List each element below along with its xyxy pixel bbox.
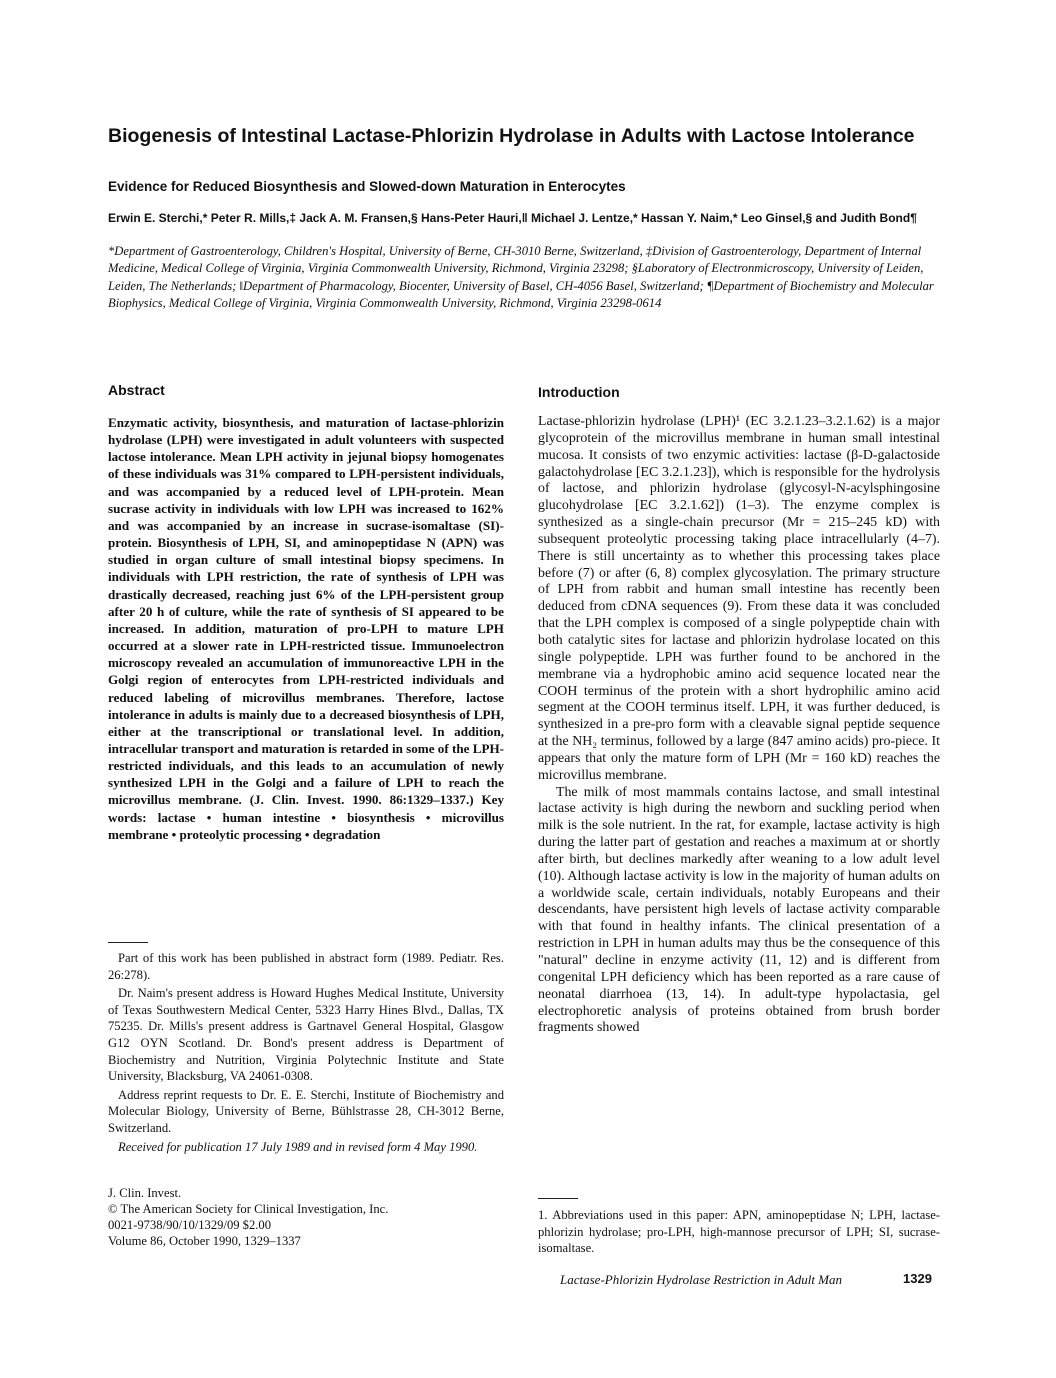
author-affiliations: *Department of Gastroenterology, Children's Hospital, University of Berne, CH-3010 Berne, Switzerland, ‡Division of Gastroenterology, Department of Internal Medicine, Medical College of Virginia, Virginia Commonwealth University, Richmond, Virginia 23298; §Laboratory of Electronmicroscopy, University of Leiden, Leiden, The Netherlands; ‖Department of Pharmacology, Biocenter, University of Basel, CH-4056 Basel, Switzerland; ¶Department of Biochemistry and Molecular Biophysics, Medical College of Virginia, Virginia Commonwealth University, Richmond, Virginia 23298-0614 bbox=[108, 244, 934, 310]
page-number: 1329 bbox=[903, 1271, 932, 1286]
note-present-addresses: Dr. Naim's present address is Howard Hughes Medical Institute, University of Texas Southwestern Medical Center, 5323 Harry Hines Blvd., Dallas, TX 75235. Dr. Mills's present address is Gartnavel General Hospital, Glasgow G12 OYN Scotland. Dr. Bond's present address is Department of Biochemistry and Nutrition, Virginia Polytechnic Institute and State University, Blacksburg, VA 24061-0308. bbox=[108, 986, 504, 1084]
journal-info bbox=[108, 1185, 504, 1249]
introduction-paragraph: Lactase-phlorizin hydrolase (LPH)¹ (EC 3.2.1.23–3.2.1.62) is a major glycoprotein of the microvillus membrane in human small intestinal mucosa. It consists of two enzymic activities: lactase (β-D-galactoside galactohydrolase [EC 3.2.1.23]), which is responsible for the hydrolysis of lactose, and phlorizin hydrolase (glycosyl-N-acylsphingosine glucohydrolase [EC 3.2.1.62]) (1–3). The enzyme complex is synthesized as a single-chain precursor (Mr = 215–245 kD) with subsequent proteolytic processing taking place intracellularly (4–7). There is still uncertainty as to whether this processing takes place before (7) or after (6, 8) complex glycosylation. The primary structure of LPH from rabbit and human small intestine has recently been deduced from cDNA sequences (9). From these data it was concluded that the LPH complex is composed of a single polypeptide chain with both catalytic sites for lactase and phlorizin hydrolase located on this single polypeptide. LPH was further found to be anchored in the membrane via a hydrophobic amino acid sequence located near the COOH terminus of the protein with a short hydrophilic amino acid segment at the COOH terminus itself. LPH, it was further deduced, is synthesized in a pre-pro form with a cleavable signal peptide sequence at the NH₂ terminus, followed by a large (847 amino acids) pro-piece. It appears that only the mature form of LPH (Mr = 160 kD) reaches the microvillus membrane. bbox=[538, 414, 940, 783]
journal-name: J. Clin. Invest. bbox=[108, 1186, 182, 1200]
footnote-separator bbox=[108, 942, 148, 943]
abstract-heading: Abstract bbox=[108, 382, 165, 398]
abbreviations-footnote: 1. Abbreviations used in this paper: APN, aminopeptidase N; LPH, lactase-phlorizin hydrolase; pro-LPH, high-mannose precursor of LPH; SI, sucrase-isomaltase. bbox=[538, 1208, 940, 1256]
footnote-separator bbox=[538, 1198, 578, 1199]
note-received-dates: Received for publication 17 July 1989 and in revised form 4 May 1990. bbox=[118, 1139, 478, 1154]
article-title: Biogenesis of Intestinal Lactase-Phlorizin Hydrolase in Adults with Lactose Intolerance bbox=[108, 125, 915, 147]
abstract-body: Enzymatic activity, biosynthesis, and maturation of lactase-phlorizin hydrolase (LPH) were investigated in adult volunteers with suspected lactose intolerance. Mean LPH activity in jejunal biopsy homogenates of these individuals was 31% compared to LPH-persistent individuals, and was accompanied by a reduced level of LPH-protein. Mean sucrase activity in individuals with low LPH was increased to 162% and was accompanied by an increase in sucrase-isomaltase (SI)-protein. Biosynthesis of LPH, SI, and aminopeptidase N (APN) was studied in organ culture of small intestinal biopsy specimens. In individuals with LPH restriction, the rate of synthesis of LPH was drastically decreased, reaching just 6% of the LPH-persistent group after 20 h of culture, while the rate of synthesis of SI appeared to be increased. In addition, maturation of pro-LPH to mature LPH occurred at a slower rate in LPH-restricted tissue. Immunoelectron microscopy revealed an accumulation of immunoreactive LPH in the Golgi region of enterocytes from LPH-restricted individuals and reduced labeling of microvillus membranes. Therefore, lactose intolerance in adults is mainly due to a decreased biosynthesis of LPH, either at the transcriptional or translational level. In addition, intracellular transport and maturation is retarded in some of the LPH-restricted individuals, and this leads to an accumulation of newly synthesized LPH in the Golgi and a failure of LPH to reach the microvillus membrane. (J. Clin. Invest. 1990. 86:1329–1337.) Key words: lactase • human intestine • biosynthesis • microvillus membrane • proteolytic processing • degradation bbox=[108, 415, 504, 842]
author-list: Erwin E. Sterchi,* Peter R. Mills,‡ Jack A. M. Fransen,§ Hans-Peter Hauri,‖ Michael J. Lentze,* Hassan Y. Naim,* Leo Ginsel,§ and Judith Bond¶ bbox=[108, 211, 917, 225]
journal-copyright: © The American Society for Clinical Investigation, Inc. bbox=[108, 1202, 389, 1216]
note-abstract-publication: Part of this work has been published in abstract form (1989. Pediatr. Res. 26:278). bbox=[108, 951, 504, 982]
article-subtitle: Evidence for Reduced Biosynthesis and Slowed-down Maturation in Enterocytes bbox=[108, 179, 626, 194]
article-notes bbox=[108, 950, 504, 1157]
introduction-heading: Introduction bbox=[538, 384, 620, 400]
introduction-body bbox=[538, 414, 940, 1037]
note-reprint-requests: Address reprint requests to Dr. E. E. Sterchi, Institute of Biochemistry and Molecular Biology, University of Berne, Bühlstrasse 28, CH-3012 Berne, Switzerland. bbox=[108, 1087, 504, 1135]
journal-issn-price: 0021-9738/90/10/1329/09 $2.00 bbox=[108, 1218, 272, 1232]
running-head: Lactase-Phlorizin Hydrolase Restriction in Adult Man bbox=[560, 1272, 843, 1287]
introduction-paragraph: The milk of most mammals contains lactose, and small intestinal lactase activity is high during the newborn and suckling period when milk is the sole nutrient. In the rat, for example, lactase activity is high during the latter part of gestation and reaches a maximum at or shortly after birth, but declines markedly after weaning to a low adult level (10). Although lactase activity is low in the majority of human adults on a worldwide scale, certain individuals, notably Europeans and their descendants, have persistent high levels of lactase activity comparable with that found in healthy infants. The clinical presentation of a restriction in LPH in human adults may thus be the consequence of this "natural" decline in enzyme activity (11, 12) and is different from congenital LPH deficiency which has been reported as a rare cause of neonatal diarrhoea (13, 14). In adult-type hypolactasia, gel electrophoretic analysis of proteins obtained from brush border fragments showed bbox=[538, 784, 940, 1036]
journal-volume: Volume 86, October 1990, 1329–1337 bbox=[108, 1234, 301, 1248]
